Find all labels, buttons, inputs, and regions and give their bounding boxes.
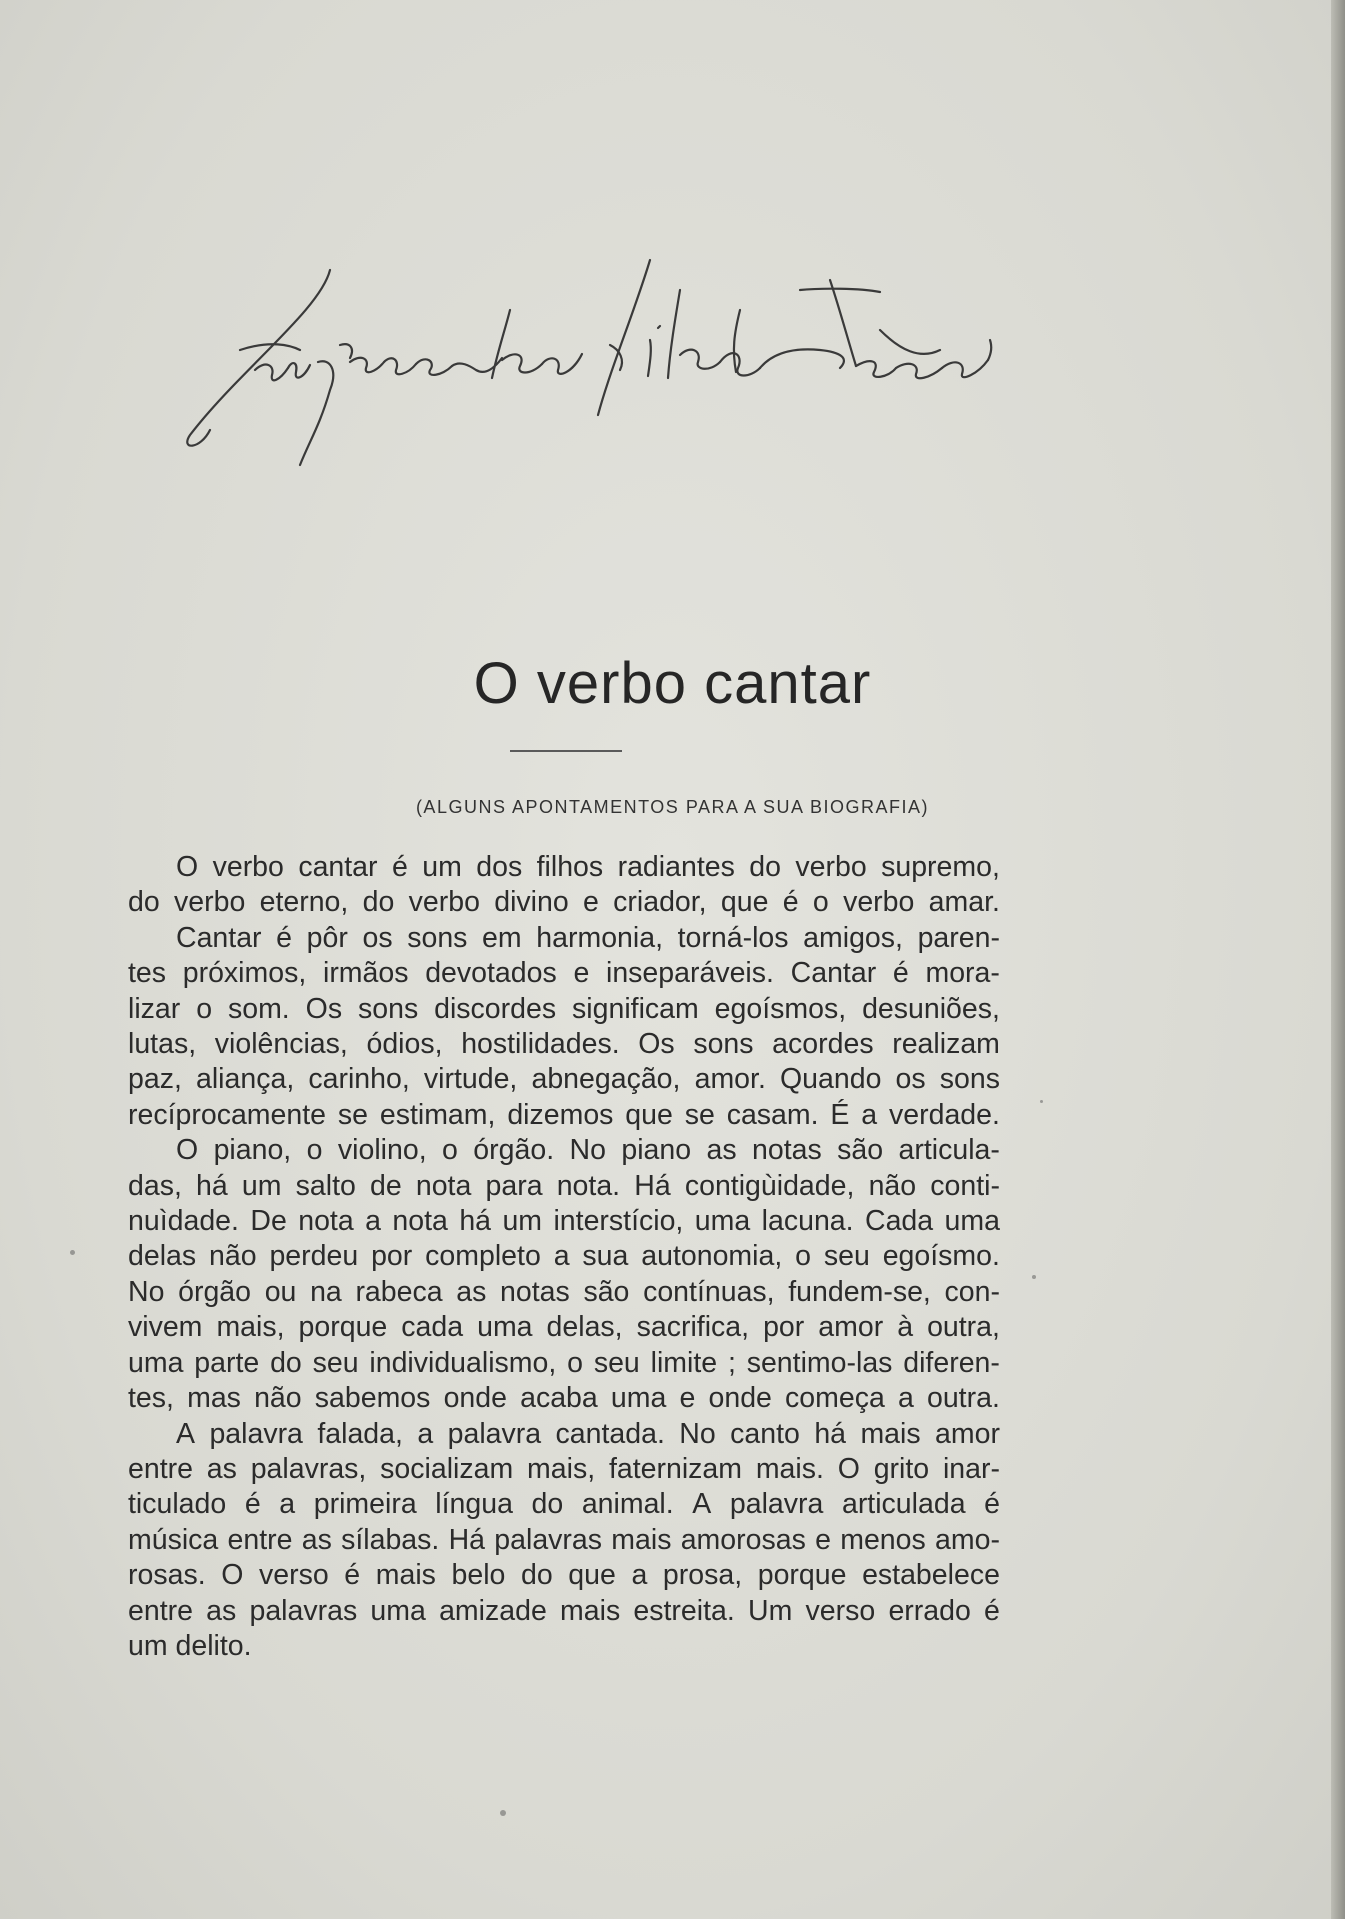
text-line: tes próximos, irmãos devotados e inseparáveis. Cantar é mora- bbox=[128, 957, 1000, 990]
text-line: No órgão ou na rabeca as notas são contínuas, fundem-se, con- bbox=[128, 1275, 1000, 1308]
handwritten-signature bbox=[180, 250, 1080, 480]
text-line: vivem mais, porque cada uma delas, sacrifica, por amor à outra, bbox=[128, 1311, 1000, 1344]
chapter-title: O verbo cantar bbox=[473, 651, 872, 716]
chapter-subtitle: (ALGUNS APONTAMENTOS PARA A SUA BIOGRAFIA) bbox=[415, 797, 930, 817]
text-line: nuìdade. De nota a nota há um interstício, uma lacuna. Cada uma bbox=[128, 1205, 1000, 1238]
text-line: rosas. O verso é mais belo do que a prosa, porque estabelece bbox=[128, 1559, 1000, 1592]
text-line: música entre as sílabas. Há palavras mais amorosas e menos amo- bbox=[128, 1523, 1000, 1556]
text-line: Cantar é pôr os sons em harmonia, torná-los amigos, paren- bbox=[176, 921, 1000, 954]
text-line: ticulado é a primeira língua do animal. A palavra articulada é bbox=[128, 1488, 1000, 1521]
paper-speck bbox=[70, 1250, 75, 1255]
page-edge bbox=[1331, 0, 1345, 1919]
text-line: recíprocamente se estimam, dizemos que se casam. É a verdade. bbox=[128, 1098, 1000, 1131]
text-line: lutas, violências, ódios, hostilidades. Os sons acordes realizam bbox=[128, 1028, 1000, 1061]
text-line: uma parte do seu individualismo, o seu limite ; sentimo-las diferen- bbox=[128, 1346, 1000, 1379]
text-line: paz, aliança, carinho, virtude, abnegação, amor. Quando os sons bbox=[128, 1063, 1000, 1096]
body-text bbox=[128, 850, 1000, 1664]
paper-speck bbox=[500, 1810, 506, 1816]
text-line: A palavra falada, a palavra cantada. No canto há mais amor bbox=[176, 1417, 1000, 1450]
text-line: O verbo cantar é um dos filhos radiantes do verbo supremo, bbox=[176, 851, 1000, 883]
paper-speck bbox=[1032, 1275, 1036, 1279]
text-line: entre as palavras uma amizade mais estreita. Um verso errado é bbox=[128, 1594, 1000, 1627]
text-line: das, há um salto de nota para nota. Há contigùidade, não conti- bbox=[128, 1169, 1000, 1202]
paper-speck bbox=[1040, 1100, 1043, 1103]
text-line: tes, mas não sabemos onde acaba uma e onde começa a outra. bbox=[128, 1382, 1000, 1415]
text-line: lizar o som. Os sons discordes significam egoísmos, desuniões, bbox=[128, 992, 1000, 1025]
text-line: entre as palavras, socializam mais, faternizam mais. O grito inar- bbox=[128, 1452, 1000, 1485]
text-line: delas não perdeu por completo a sua autonomia, o seu egoísmo. bbox=[128, 1240, 1000, 1273]
text-line: O piano, o violino, o órgão. No piano as notas são articula- bbox=[176, 1134, 1000, 1167]
title-divider bbox=[510, 750, 622, 752]
text-line: do verbo eterno, do verbo divino e criador, que é o verbo amar. bbox=[128, 886, 1000, 919]
text-line: um delito. bbox=[128, 1629, 252, 1662]
